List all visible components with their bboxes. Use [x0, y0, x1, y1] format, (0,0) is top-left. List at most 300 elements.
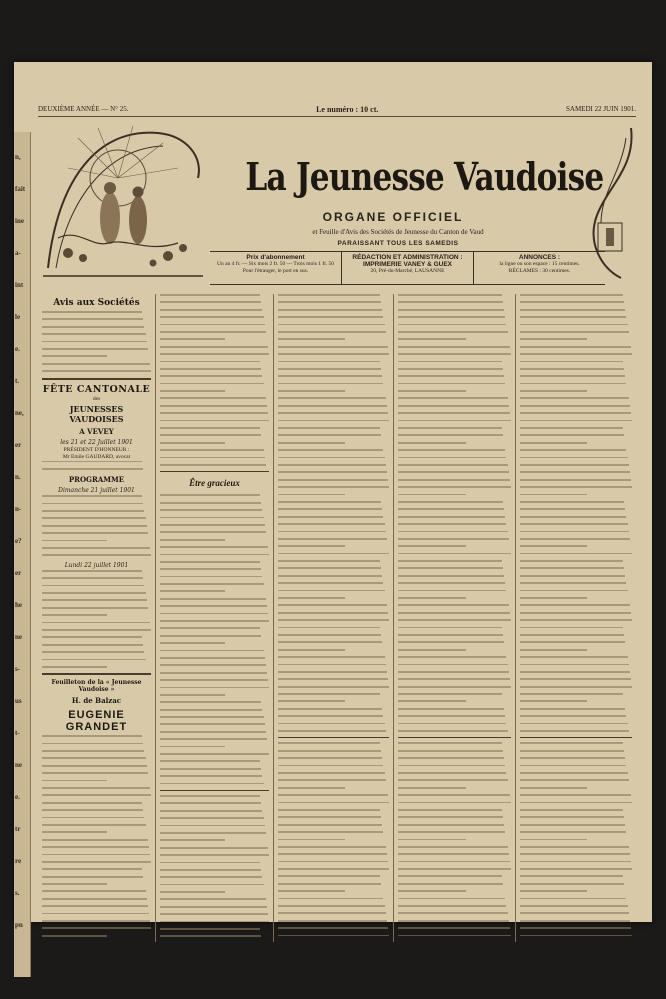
text-line [520, 649, 587, 651]
text-line [278, 427, 380, 429]
issue-number: DEUXIÈME ANNÉE — N° 25. [38, 105, 129, 113]
text-line [278, 898, 383, 900]
text-line [520, 671, 630, 673]
text-line [278, 346, 388, 348]
text-line [42, 794, 151, 796]
text-line [160, 898, 266, 900]
text-line [398, 523, 506, 525]
text-line [160, 768, 261, 770]
text-line [160, 434, 261, 436]
text-line [520, 765, 626, 767]
edge-fragment: t- [15, 729, 20, 737]
text-line [398, 641, 504, 643]
column-2 [156, 294, 274, 942]
text-line [160, 869, 261, 871]
edge-fragment: n- [15, 505, 22, 513]
text-line [160, 817, 264, 819]
text-line [278, 846, 386, 848]
text-line [278, 678, 388, 680]
text-line [278, 405, 387, 407]
heading-programme: PROGRAMME [68, 475, 125, 485]
text-line [520, 523, 628, 525]
text-line [160, 854, 269, 856]
body-text-block [160, 795, 269, 942]
text-line [160, 442, 225, 444]
text-line [42, 817, 144, 819]
text-line [160, 397, 266, 399]
text-line [398, 765, 505, 767]
text-line [278, 627, 380, 629]
text-line [398, 656, 506, 658]
text-line [42, 540, 107, 542]
text-line [278, 656, 385, 658]
text-line [398, 604, 509, 606]
text-line [278, 693, 380, 695]
text-line [520, 294, 623, 296]
text-line [520, 641, 625, 643]
text-line [160, 884, 264, 886]
text-line [398, 390, 466, 392]
text-line [278, 649, 345, 651]
text-line [278, 787, 345, 789]
text-line [42, 920, 150, 922]
text-line [520, 912, 629, 914]
text-line [42, 510, 144, 512]
text-line [42, 517, 146, 519]
text-line [160, 309, 262, 311]
text-line [398, 309, 504, 311]
text-line [278, 575, 382, 577]
text-line [398, 420, 511, 422]
text-line [160, 531, 266, 533]
text-line [42, 355, 107, 357]
text-line [398, 383, 505, 385]
text-line [42, 861, 151, 863]
body-text-block [398, 742, 511, 942]
edge-fragment: e. [15, 345, 20, 353]
text-line [520, 324, 628, 326]
text-line [42, 607, 148, 609]
text-line [278, 883, 381, 885]
edge-fragment: re [15, 857, 22, 865]
text-line [160, 368, 261, 370]
edge-fragment: a- [15, 249, 21, 257]
heading-etre-gracieux: Être gracieux [189, 478, 240, 489]
newspaper-subtitle-line: et Feuille d'Avis des Sociétés de Jeunesse du Canton de Vaud [312, 228, 484, 236]
text-line [520, 846, 629, 848]
text-line [160, 906, 267, 908]
text-line [278, 802, 389, 804]
text-line [398, 449, 505, 451]
text-line [278, 464, 386, 466]
text-line [42, 622, 150, 624]
text-line [520, 730, 629, 732]
text-line [398, 809, 502, 811]
text-line [160, 383, 264, 385]
text-line [520, 604, 630, 606]
text-line [42, 905, 148, 907]
text-line [520, 405, 630, 407]
text-line [278, 920, 387, 922]
text-line [42, 735, 142, 737]
text-line [278, 471, 387, 473]
text-line [160, 731, 266, 733]
editorial-box: RÉDACTION ET ADMINISTRATION : IMPRIMERIE VANEY & GUEX 20, Pré-du-Marché, LAUSANNE [342, 252, 474, 284]
text-line [278, 831, 383, 833]
text-line [520, 772, 628, 774]
text-line [42, 348, 148, 350]
text-line [520, 824, 625, 826]
text-line [398, 890, 466, 892]
text-line [278, 700, 345, 702]
text-line [520, 678, 631, 680]
text-line [278, 890, 345, 892]
edge-fragment: ne [15, 761, 22, 769]
text-line [160, 935, 261, 937]
text-line [42, 772, 148, 774]
text-line [278, 861, 388, 863]
text-line [278, 486, 389, 488]
text-line [398, 678, 510, 680]
text-line [398, 935, 511, 937]
text-line [160, 390, 225, 392]
text-line [160, 876, 262, 878]
text-line [160, 847, 268, 849]
text-line [520, 309, 625, 311]
text-line [160, 405, 267, 407]
text-line [160, 795, 260, 797]
body-text-block [42, 570, 151, 668]
text-line [160, 353, 269, 355]
text-line [398, 824, 504, 826]
edge-fragment: ne, [15, 409, 24, 417]
text-line [278, 420, 389, 422]
text-line [42, 659, 146, 661]
text-line [398, 619, 511, 621]
text-line [42, 547, 150, 549]
edge-fragment: s- [15, 665, 21, 673]
text-line [520, 619, 632, 621]
text-line [398, 368, 503, 370]
text-line [160, 361, 260, 363]
text-line [42, 651, 144, 653]
text-line [278, 582, 383, 584]
text-line [278, 816, 381, 818]
text-line [398, 779, 508, 781]
text-line [160, 412, 268, 414]
text-line [398, 715, 505, 717]
text-line [520, 353, 632, 355]
text-line [160, 746, 225, 748]
text-line [398, 912, 508, 914]
text-line [160, 502, 261, 504]
text-line [42, 592, 146, 594]
masthead-illustration [38, 118, 208, 283]
text-line [42, 802, 142, 804]
text-line [160, 524, 265, 526]
text-line [520, 890, 587, 892]
text-line [278, 383, 383, 385]
text-line [160, 862, 260, 864]
text-line [42, 868, 142, 870]
text-line [278, 523, 385, 525]
text-line [520, 575, 625, 577]
text-line [398, 508, 504, 510]
edge-fragment: er [15, 441, 22, 449]
text-line [520, 750, 624, 752]
text-line [160, 709, 262, 711]
text-line [398, 553, 511, 555]
text-line [398, 331, 508, 333]
text-line [398, 905, 506, 907]
text-line [160, 657, 265, 659]
text-line [42, 750, 144, 752]
text-line [42, 629, 151, 631]
text-line [160, 672, 267, 674]
text-line [520, 802, 632, 804]
text-line [398, 316, 505, 318]
text-line [42, 468, 143, 470]
text-line [160, 825, 265, 827]
text-line [160, 694, 225, 696]
text-line [398, 338, 466, 340]
text-line [160, 561, 260, 563]
text-line [278, 294, 380, 296]
text-line [42, 554, 151, 556]
text-line [160, 620, 269, 622]
text-line [42, 577, 143, 579]
text-line [520, 883, 624, 885]
text-line [160, 760, 260, 762]
masthead-ornament-right [576, 128, 636, 283]
text-line [278, 772, 385, 774]
text-line [278, 927, 388, 929]
newspaper-title: La Jeunesse Vaudoise [245, 154, 604, 199]
body-text-block [42, 495, 151, 556]
text-line [520, 723, 628, 725]
text-line [278, 935, 389, 937]
text-line [520, 442, 587, 444]
text-line [160, 664, 266, 666]
text-line [278, 494, 345, 496]
column-3 [274, 294, 394, 942]
text-line [398, 686, 511, 688]
text-line [160, 583, 264, 585]
text-line [160, 775, 262, 777]
column-4 [394, 294, 516, 942]
body-text-block [520, 742, 632, 942]
text-line [278, 853, 387, 855]
text-line [160, 346, 268, 348]
issue-header-line [38, 102, 636, 117]
text-line [520, 531, 629, 533]
text-line [42, 890, 146, 892]
text-line [520, 567, 624, 569]
text-line [160, 338, 225, 340]
text-line [398, 494, 466, 496]
text-line [398, 324, 506, 326]
text-line [278, 794, 388, 796]
text-line [398, 664, 508, 666]
text-line [278, 353, 389, 355]
text-line [520, 700, 587, 702]
text-line [42, 765, 147, 767]
body-text-block [42, 311, 151, 372]
text-line [278, 765, 383, 767]
article-columns [38, 294, 636, 944]
edge-fragment: n, [15, 153, 21, 161]
text-line [42, 935, 107, 937]
text-line [160, 627, 260, 629]
text-line [398, 868, 511, 870]
text-line [278, 412, 388, 414]
text-line [278, 824, 382, 826]
text-line [520, 346, 631, 348]
text-line [398, 750, 503, 752]
text-line [398, 486, 511, 488]
text-line [160, 324, 265, 326]
edge-fragment: int [15, 281, 24, 289]
heading-avis: Avis aux Sociétés [53, 298, 140, 308]
text-line [398, 883, 503, 885]
text-line [398, 464, 508, 466]
text-line [160, 294, 260, 296]
text-line [278, 390, 345, 392]
subscription-box: Prix d'abonnement Un an 4 fr. — Six mois 2 fr. 50 — Trois mois 1 fr. 50 Pour l'étranger, le port en sus. [210, 252, 342, 284]
text-line [160, 420, 269, 422]
body-text-block [160, 294, 269, 466]
text-line [398, 816, 503, 818]
edge-fragment: pn [15, 921, 23, 929]
text-line [42, 585, 144, 587]
text-line [520, 553, 632, 555]
text-line [278, 560, 380, 562]
text-line [160, 590, 225, 592]
text-line [520, 868, 632, 870]
text-line [278, 553, 389, 555]
text-line [398, 597, 466, 599]
text-line [278, 538, 387, 540]
text-line [398, 501, 503, 503]
text-line [160, 539, 225, 541]
text-line [520, 686, 632, 688]
text-line [520, 375, 625, 377]
text-line [278, 757, 382, 759]
text-line [520, 479, 631, 481]
body-text-block [160, 494, 269, 784]
text-line [278, 442, 345, 444]
text-line [520, 427, 623, 429]
text-line [278, 730, 386, 732]
text-line [278, 324, 385, 326]
text-line [42, 824, 146, 826]
edge-fragment: le [15, 313, 21, 321]
text-line [160, 568, 261, 570]
text-line [42, 666, 107, 668]
text-line [278, 868, 389, 870]
text-line [398, 612, 510, 614]
text-line [278, 723, 385, 725]
text-line [160, 427, 260, 429]
text-line [520, 861, 631, 863]
text-line [160, 701, 261, 703]
text-line [278, 742, 380, 744]
text-line [278, 912, 386, 914]
text-line [278, 531, 386, 533]
adjacent-page-edge [14, 132, 31, 977]
text-line [520, 338, 587, 340]
text-line [160, 457, 265, 459]
edge-fragment: t. [15, 377, 20, 385]
text-line [160, 753, 269, 755]
text-line [42, 757, 146, 759]
text-line [160, 832, 266, 834]
text-line [398, 708, 504, 710]
text-line [42, 341, 147, 343]
text-line [278, 449, 383, 451]
text-line [520, 449, 626, 451]
edge-fragment: us [15, 697, 22, 705]
text-line [398, 853, 509, 855]
text-line [398, 671, 509, 673]
text-line [520, 935, 632, 937]
text-line [278, 397, 386, 399]
text-line [42, 913, 149, 915]
text-line [520, 715, 626, 717]
text-line [520, 656, 628, 658]
text-line [520, 590, 628, 592]
issue-date: SAMEDI 22 JUIN 1901. [566, 105, 636, 113]
text-line [520, 831, 626, 833]
text-line [278, 634, 381, 636]
text-line [520, 457, 628, 459]
text-line [160, 642, 225, 644]
text-line [278, 508, 382, 510]
text-line [520, 464, 629, 466]
text-line [520, 809, 623, 811]
text-line [160, 928, 260, 930]
newspaper-subtitle: ORGANE OFFICIEL [322, 210, 464, 224]
text-line [398, 920, 509, 922]
text-line [42, 644, 143, 646]
text-line [520, 816, 624, 818]
text-line [42, 846, 149, 848]
text-line [160, 891, 225, 893]
text-line [398, 794, 510, 796]
text-line [398, 353, 511, 355]
text-line [398, 412, 510, 414]
text-line [398, 723, 506, 725]
text-line [278, 875, 380, 877]
text-line [398, 787, 466, 789]
text-line [160, 802, 261, 804]
text-line [160, 494, 260, 496]
text-line [160, 546, 268, 548]
text-line [520, 390, 587, 392]
publication-frequency: PARAISSANT TOUS LES SAMEDIS [337, 240, 459, 247]
text-line [520, 316, 626, 318]
text-line [398, 560, 502, 562]
masthead [38, 118, 636, 288]
text-line [160, 738, 267, 740]
text-line [520, 898, 626, 900]
column-1: Avis aux Sociétés FÊTE CANTONALE des JEUNESSES VAUDOISES A VEVEY les 21 et 22 Juillet 1901 PRÉSIDENT D'HONNEUR : Mr Emile GAUDARD, avocat PROGRAMME Dimanche 21 juillet 1901 Lundi 22 juillet 1901 Feuilleton de la « Jeunesse Vaudoise » H. de Balzac EUGENIE GRANDET [38, 294, 156, 942]
text-line [398, 397, 508, 399]
text-line [520, 875, 623, 877]
text-line [398, 575, 504, 577]
text-line [520, 597, 587, 599]
text-line [520, 794, 631, 796]
